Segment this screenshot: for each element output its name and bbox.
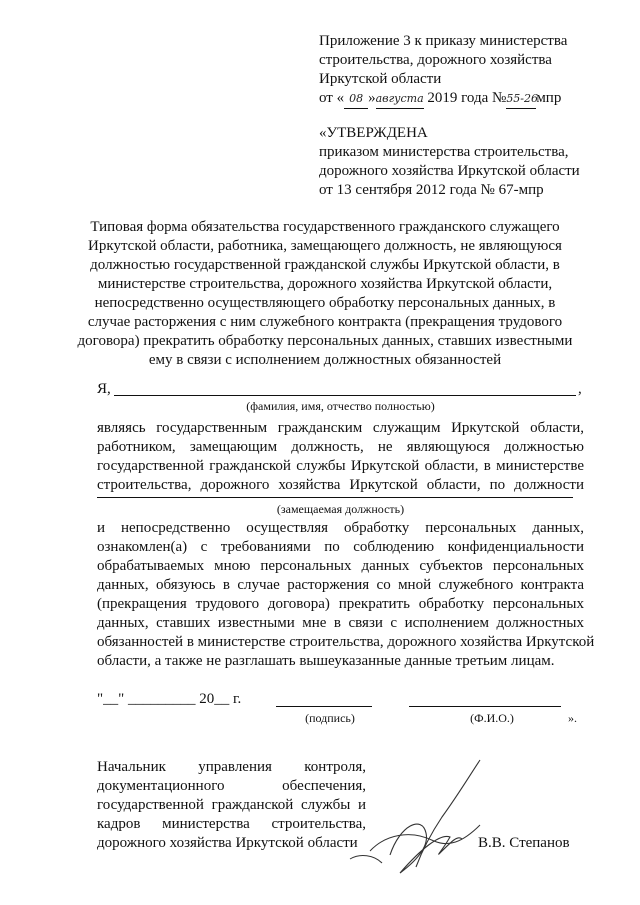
date-mid: » (368, 90, 376, 106)
approved-line-3: от 13 сентября 2012 года № 67-мпр (319, 182, 544, 198)
form-title-line: Иркутской области, работника, замещающего должность, не являющуюся (88, 238, 562, 254)
handwritten-signature (330, 755, 510, 885)
paragraph-line: являясь государственным гражданским служащим Иркутской области, (97, 420, 584, 436)
approved-line-2: дорожного хозяйства Иркутской области (319, 163, 580, 179)
signer-position (97, 758, 366, 853)
signature-caption: (подпись) (305, 711, 355, 725)
signer-position-line: кадров министерства строительства, (97, 816, 366, 832)
signer-position-line: Начальник управления контроля, (97, 759, 366, 775)
form-title-line: непосредственно осуществляющего обработку персональных данных, в (94, 295, 556, 311)
paragraph-line: работником, замещающим должность, не являющуюся должностью (97, 439, 584, 455)
paragraph-line: обязанностей в министерстве строительства, дорожного хозяйства Иркутской (97, 634, 595, 650)
position-blank-line (97, 497, 573, 498)
form-title (60, 218, 590, 370)
form-title-line: ему в связи с исполнением должностных обязанностей (148, 352, 502, 368)
appendix-line-2: строительства, дорожного хозяйства (319, 52, 552, 68)
date-blank: "__" _________ 20__ г. (97, 691, 242, 707)
paragraph-line: строительства, дорожного хозяйства Иркутской области, по должности (97, 477, 584, 493)
form-title-line: министерстве строительства, дорожного хозяйства Иркутской области, (97, 276, 553, 292)
fio-blank-line (114, 395, 576, 396)
date-year: 2019 года № (427, 90, 507, 106)
signer-position-last-line: дорожного хозяйства Иркутской области (97, 835, 358, 851)
closing-quote: ». (568, 711, 577, 725)
signature-blank-line (276, 706, 372, 707)
paragraph-line: государственной гражданской службы Иркутской области, в министерстве (97, 458, 584, 474)
date-day-handwritten: 08 (344, 89, 368, 109)
position-caption: (замещаемая должность) (276, 502, 405, 516)
signer-position-line: государственной гражданской службы и (97, 797, 366, 813)
paragraph-line: данных, ставших известными мне в связи с исполнением должностных (97, 615, 584, 631)
appendix-line-3: Иркутской области (319, 71, 442, 87)
approved-line-1: приказом министерства строительства, (319, 144, 569, 160)
i-label: Я, (97, 381, 111, 397)
form-title-line: Типовая форма обязательства государственного гражданского служащего (90, 219, 560, 235)
date-prefix: от « (319, 90, 345, 106)
paragraph-line: ознакомлен(а) с требованиями по соблюдению конфиденциальности (97, 539, 584, 555)
name-caption: (Ф.И.О.) (470, 711, 514, 725)
signer-name: В.В. Степанов (478, 835, 570, 851)
appendix-date-line (319, 89, 561, 109)
i-comma: , (578, 381, 582, 397)
paragraph-line: (прекращения трудового договора) прекратить обработку персональных (97, 596, 584, 612)
date-month-handwritten: августа (376, 89, 424, 109)
order-suffix: мпр (536, 90, 562, 106)
form-title-line: случае расторжения с ним служебного контракта (прекращения трудового (87, 314, 563, 330)
order-number-handwritten: 55-26 (506, 89, 536, 109)
appendix-line-1: Приложение 3 к приказу министерства (319, 33, 568, 49)
approved-title: «УТВЕРЖДЕНА (319, 125, 428, 141)
name-blank-line (409, 706, 561, 707)
fio-caption: (фамилия, имя, отчество полностью) (246, 399, 435, 413)
signer-position-line: документационного обеспечения, (97, 778, 366, 794)
form-title-line: договора) прекратить обработку персональных данных, ставших известными (77, 333, 573, 349)
paragraph-last-line: области, а также не разглашать вышеуказанные данные третьим лицам. (97, 653, 555, 669)
paragraph-line: обрабатываемых мною персональных данных субъектов персональных (97, 558, 584, 574)
paragraph-2 (97, 519, 595, 671)
paragraph-1 (97, 419, 584, 495)
paragraph-line: данных, обязуюсь в случае расторжения со мной служебного контракта (97, 577, 584, 593)
form-title-line: должностью государственной гражданской службы Иркутской области, в (90, 257, 560, 273)
paragraph-line: и непосредственно осуществляя обработку персональных данных, (97, 520, 584, 536)
